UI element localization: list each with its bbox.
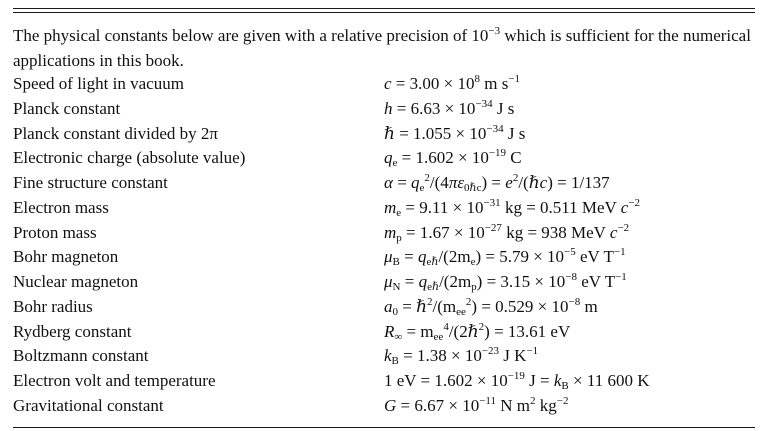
constant-value: $a_0$ = $\hbar^2/(m_{ee}^2) = 0.529 \times 10^{-8}$ m	[384, 295, 598, 318]
constant-name: Gravitational constant	[13, 395, 164, 415]
constant-row	[13, 171, 758, 196]
constant-row	[13, 295, 758, 320]
constant-name: Bohr radius	[13, 296, 93, 316]
constant-name: Planck constant	[13, 98, 121, 118]
constant-row	[13, 122, 758, 147]
constant-row	[13, 320, 758, 345]
constant-name: Fine structure constant	[13, 173, 168, 192]
constant-row	[13, 394, 758, 419]
constant-value: $\mu_B = q_{e\hbar}/(2m_e) = 5.79 \times 10^{-5}$ eV $T^{-1}$	[384, 246, 626, 269]
constant-value: $R_\infty$ = $m_{ee}^4/(2\hbar^2) = 13.61$ eV	[384, 320, 571, 343]
constant-row	[13, 369, 758, 394]
constant-row	[13, 245, 758, 270]
top-rule-inner	[13, 12, 755, 13]
bottom-rule	[13, 427, 755, 428]
constant-value: $m_p = 1.67 \times 10^{-27}$ kg = 938 MeV $c^{-2}$	[384, 221, 630, 244]
constant-name: Speed of light in vacuum	[13, 74, 184, 93]
intro-text-before: The physical constants below are given with a relative precision of 10	[13, 26, 489, 45]
constant-value: $q_e = 1.602 \times 10^{-19}$ C	[384, 147, 522, 170]
constant-name: Electronic charge (absolute value)	[13, 148, 246, 168]
constant-value: 1 eV = $1.602 \times 10^{-19}$ $J = k_B \times 11$ 600 K	[384, 370, 650, 392]
constant-value: ℏ = $1.055 \times 10^{-34}$ J s	[384, 122, 526, 143]
constant-row	[13, 344, 758, 369]
intro-exponent: −3	[488, 25, 501, 37]
constant-name: Electron volt and temperature	[13, 371, 216, 390]
constant-value: $k_B = 1.38 \times 10^{-23}$ J $K^{-1}$	[384, 345, 539, 368]
constant-value: $m_e = 9.11 \times 10^{-31}$ kg = 0.511 MeV $c^{-2}$	[384, 196, 641, 219]
intro-text-after: which is sufficient for the numerical applications in this book.	[13, 26, 751, 70]
constant-value: $h = 6.63 \times 10^{-34}$ J s	[384, 97, 515, 118]
top-rule-outer	[13, 8, 755, 9]
constant-value: $\mu_N = q_{e\hbar}/(2m_p) = 3.15 \times 10^{-8}$ eV $T^{-1}$	[384, 271, 627, 293]
constant-name: Boltzmann constant	[13, 346, 149, 366]
constant-name: Nuclear magneton	[13, 272, 139, 291]
constant-row	[13, 146, 758, 171]
constant-row	[13, 97, 758, 122]
constant-value: $\alpha = q_e^2/(4\pi\varepsilon_{0\hbar c})$ = $e^2/(\hbar c) = 1/137$	[384, 172, 610, 194]
constant-name: Electron mass	[13, 197, 109, 217]
constant-name: Proton mass	[13, 222, 97, 242]
constant-name: Bohr magneton	[13, 247, 119, 267]
constant-name: Rydberg constant	[13, 321, 132, 341]
constant-name: Planck constant divided by 2π	[13, 123, 218, 143]
intro-paragraph	[13, 23, 761, 73]
constant-row	[13, 72, 758, 97]
constant-row	[13, 270, 758, 295]
constant-value: $c = 3.00 \times 10^8$ m $s^{-1}$	[384, 73, 521, 93]
constant-row	[13, 196, 758, 221]
constant-row	[13, 221, 758, 246]
constants-table	[13, 72, 758, 419]
constant-value: $G = 6.67 \times 10^{-11}$ N $m^2$ $kg^{-2}$	[384, 394, 569, 415]
